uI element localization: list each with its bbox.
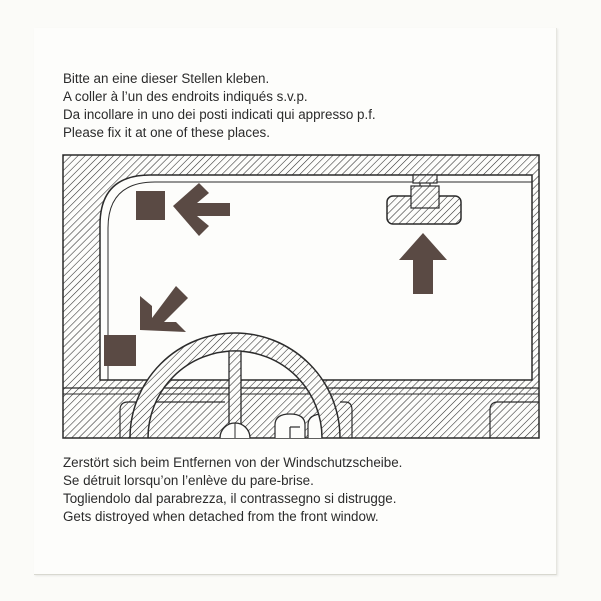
placement-marker-top-left [136,191,165,220]
instruction-english: Please fix it at one of these places. [63,125,270,140]
warning-italian: Togliendolo dal parabrezza, il contrassegno si distrugge. [63,491,397,506]
instruction-italian: Da incollare in uno dei posti indicati qui appresso p.f. [63,107,376,122]
instruction-german: Bitte an eine dieser Stellen kleben. [63,71,270,86]
warning-german: Zerstört sich beim Entfernen von der Windschutzscheibe. [63,455,403,470]
warning-english: Gets distroyed when detached from the front window. [63,509,379,524]
instruction-french: A coller à l’un des endroits indiqués s.v.p. [63,89,308,104]
placement-marker-bottom-left [104,335,136,366]
removal-warning [63,454,402,526]
warning-french: Se détruit lorsqu’on l’enlève du pare-brise. [63,473,314,488]
